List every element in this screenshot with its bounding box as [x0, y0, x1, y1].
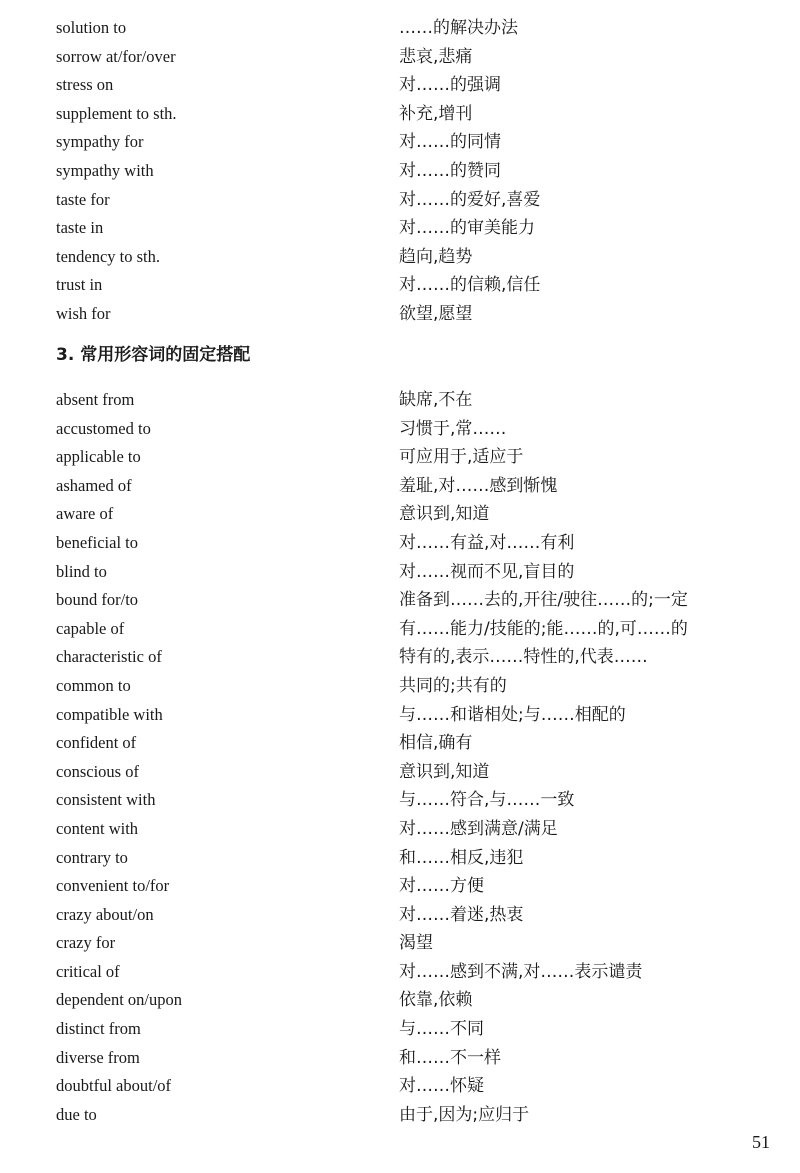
english-phrase: blind to — [56, 561, 107, 581]
entry-row — [56, 643, 776, 672]
chinese-meaning: 对……的信赖,信任 — [399, 275, 541, 296]
english-phrase: accustomed to — [56, 418, 151, 438]
chinese-meaning: 羞耻,对……感到惭愧 — [399, 475, 558, 496]
entry-row — [56, 586, 776, 615]
chinese-meaning: 特有的,表示……特性的,代表…… — [399, 647, 648, 668]
entry-row — [56, 71, 776, 100]
english-phrase: taste in — [56, 218, 104, 238]
entry-row — [56, 929, 776, 958]
chinese-meaning: 对……视而不见,盲目的 — [399, 561, 575, 582]
english-phrase: due to — [56, 1104, 97, 1124]
chinese-meaning: 和……不一样 — [399, 1047, 501, 1068]
chinese-meaning: 补充,增刊 — [399, 103, 473, 124]
english-phrase: distinct from — [56, 1019, 141, 1039]
english-phrase: applicable to — [56, 447, 141, 467]
section-heading: 3. 常用形容词的固定搭配 — [56, 345, 251, 365]
adjective-collocation-list — [56, 386, 776, 1129]
chinese-meaning: 习惯于,常…… — [399, 418, 507, 439]
chinese-meaning: ……的解决办法 — [399, 18, 518, 38]
chinese-meaning: 缺席,不在 — [399, 390, 473, 410]
english-phrase: supplement to sth. — [56, 103, 177, 123]
english-phrase: bound for/to — [56, 590, 139, 610]
entry-row — [56, 300, 776, 329]
chinese-meaning: 意识到,知道 — [399, 504, 490, 525]
english-phrase: wish for — [56, 303, 111, 323]
english-phrase: common to — [56, 675, 131, 695]
chinese-meaning: 和……相反,违犯 — [399, 847, 524, 868]
chinese-meaning: 与……符合,与……一致 — [399, 790, 575, 811]
page-number: 51 — [752, 1132, 770, 1152]
chinese-meaning: 对……有益,对……有利 — [399, 532, 575, 553]
chinese-meaning: 对……的爱好,喜爱 — [399, 189, 541, 210]
chinese-meaning: 相信,确有 — [399, 733, 473, 754]
english-phrase: stress on — [56, 75, 114, 95]
entry-row — [56, 214, 776, 243]
english-phrase: capable of — [56, 618, 125, 638]
english-phrase: crazy about/on — [56, 904, 154, 924]
entry-row — [56, 14, 776, 43]
chinese-meaning: 对……感到满意/满足 — [399, 818, 558, 839]
chinese-meaning: 可应用于,适应于 — [399, 447, 524, 468]
entry-row — [56, 43, 776, 72]
entry-row — [56, 844, 776, 873]
noun-collocation-list — [56, 14, 776, 329]
entry-row — [56, 815, 776, 844]
entry-row — [56, 1015, 776, 1044]
entry-row — [56, 1044, 776, 1073]
chinese-meaning: 与……和谐相处;与……相配的 — [399, 704, 626, 725]
english-phrase: crazy for — [56, 933, 116, 953]
english-phrase: taste for — [56, 189, 110, 209]
entry-row — [56, 100, 776, 129]
english-phrase: doubtful about/of — [56, 1076, 172, 1096]
english-phrase: compatible with — [56, 704, 163, 724]
entry-row — [56, 872, 776, 901]
entry-row — [56, 901, 776, 930]
entry-row — [56, 701, 776, 730]
entry-row — [56, 157, 776, 186]
entry-row — [56, 186, 776, 215]
entry-row — [56, 1072, 776, 1101]
chinese-meaning: 共同的;共有的 — [399, 675, 507, 696]
english-phrase: sympathy for — [56, 132, 144, 152]
english-phrase: tendency to sth. — [56, 246, 161, 266]
entry-row — [56, 729, 776, 758]
chinese-meaning: 渴望 — [399, 933, 433, 954]
english-phrase: diverse from — [56, 1047, 140, 1067]
chinese-meaning: 对……的审美能力 — [399, 218, 535, 239]
english-phrase: content with — [56, 818, 139, 838]
chinese-meaning: 依靠,依赖 — [399, 990, 473, 1011]
english-phrase: absent from — [56, 390, 135, 409]
english-phrase: characteristic of — [56, 647, 162, 667]
entry-row — [56, 386, 776, 415]
entry-row — [56, 443, 776, 472]
english-phrase: sorrow at/for/over — [56, 46, 176, 66]
english-phrase: critical of — [56, 961, 120, 981]
chinese-meaning: 对……感到不满,对……表示谴责 — [399, 961, 643, 982]
english-phrase: aware of — [56, 504, 114, 524]
chinese-meaning: 意识到,知道 — [399, 761, 490, 782]
english-phrase: convenient to/for — [56, 876, 170, 896]
entry-row — [56, 758, 776, 787]
english-phrase: contrary to — [56, 847, 128, 867]
chinese-meaning: 与……不同 — [399, 1019, 484, 1040]
chinese-meaning: 对……着迷,热衷 — [399, 904, 524, 925]
english-phrase: confident of — [56, 733, 137, 753]
entry-row — [56, 958, 776, 987]
english-phrase: sympathy with — [56, 160, 154, 180]
entry-row — [56, 271, 776, 300]
entry-row — [56, 128, 776, 157]
chinese-meaning: 对……方便 — [399, 876, 484, 897]
chinese-meaning: 由于,因为;应归于 — [399, 1104, 530, 1125]
english-phrase: consistent with — [56, 790, 156, 810]
chinese-meaning: 趋向,趋势 — [399, 246, 473, 267]
chinese-meaning: 准备到……去的,开往/驶往……的;一定 — [399, 590, 688, 611]
entry-row — [56, 500, 776, 529]
chinese-meaning: 对……怀疑 — [399, 1076, 484, 1097]
entry-row — [56, 558, 776, 587]
chinese-meaning: 对……的赞同 — [399, 160, 501, 181]
chinese-meaning: 悲哀,悲痛 — [399, 46, 473, 67]
entry-row — [56, 472, 776, 501]
chinese-meaning: 对……的同情 — [399, 132, 501, 153]
entry-row — [56, 672, 776, 701]
entry-row — [56, 986, 776, 1015]
entry-row — [56, 1101, 776, 1130]
chinese-meaning: 对……的强调 — [399, 75, 501, 96]
english-phrase: trust in — [56, 275, 103, 295]
english-phrase: beneficial to — [56, 532, 139, 552]
chinese-meaning: 欲望,愿望 — [399, 303, 473, 324]
entry-row — [56, 786, 776, 815]
entry-row — [56, 529, 776, 558]
english-phrase: dependent on/upon — [56, 990, 183, 1010]
chinese-meaning: 有……能力/技能的;能……的,可……的 — [399, 618, 688, 639]
english-phrase: solution to — [56, 18, 127, 37]
entry-row — [56, 415, 776, 444]
entry-row — [56, 615, 776, 644]
entry-row — [56, 243, 776, 272]
english-phrase: ashamed of — [56, 475, 132, 495]
english-phrase: conscious of — [56, 761, 139, 781]
